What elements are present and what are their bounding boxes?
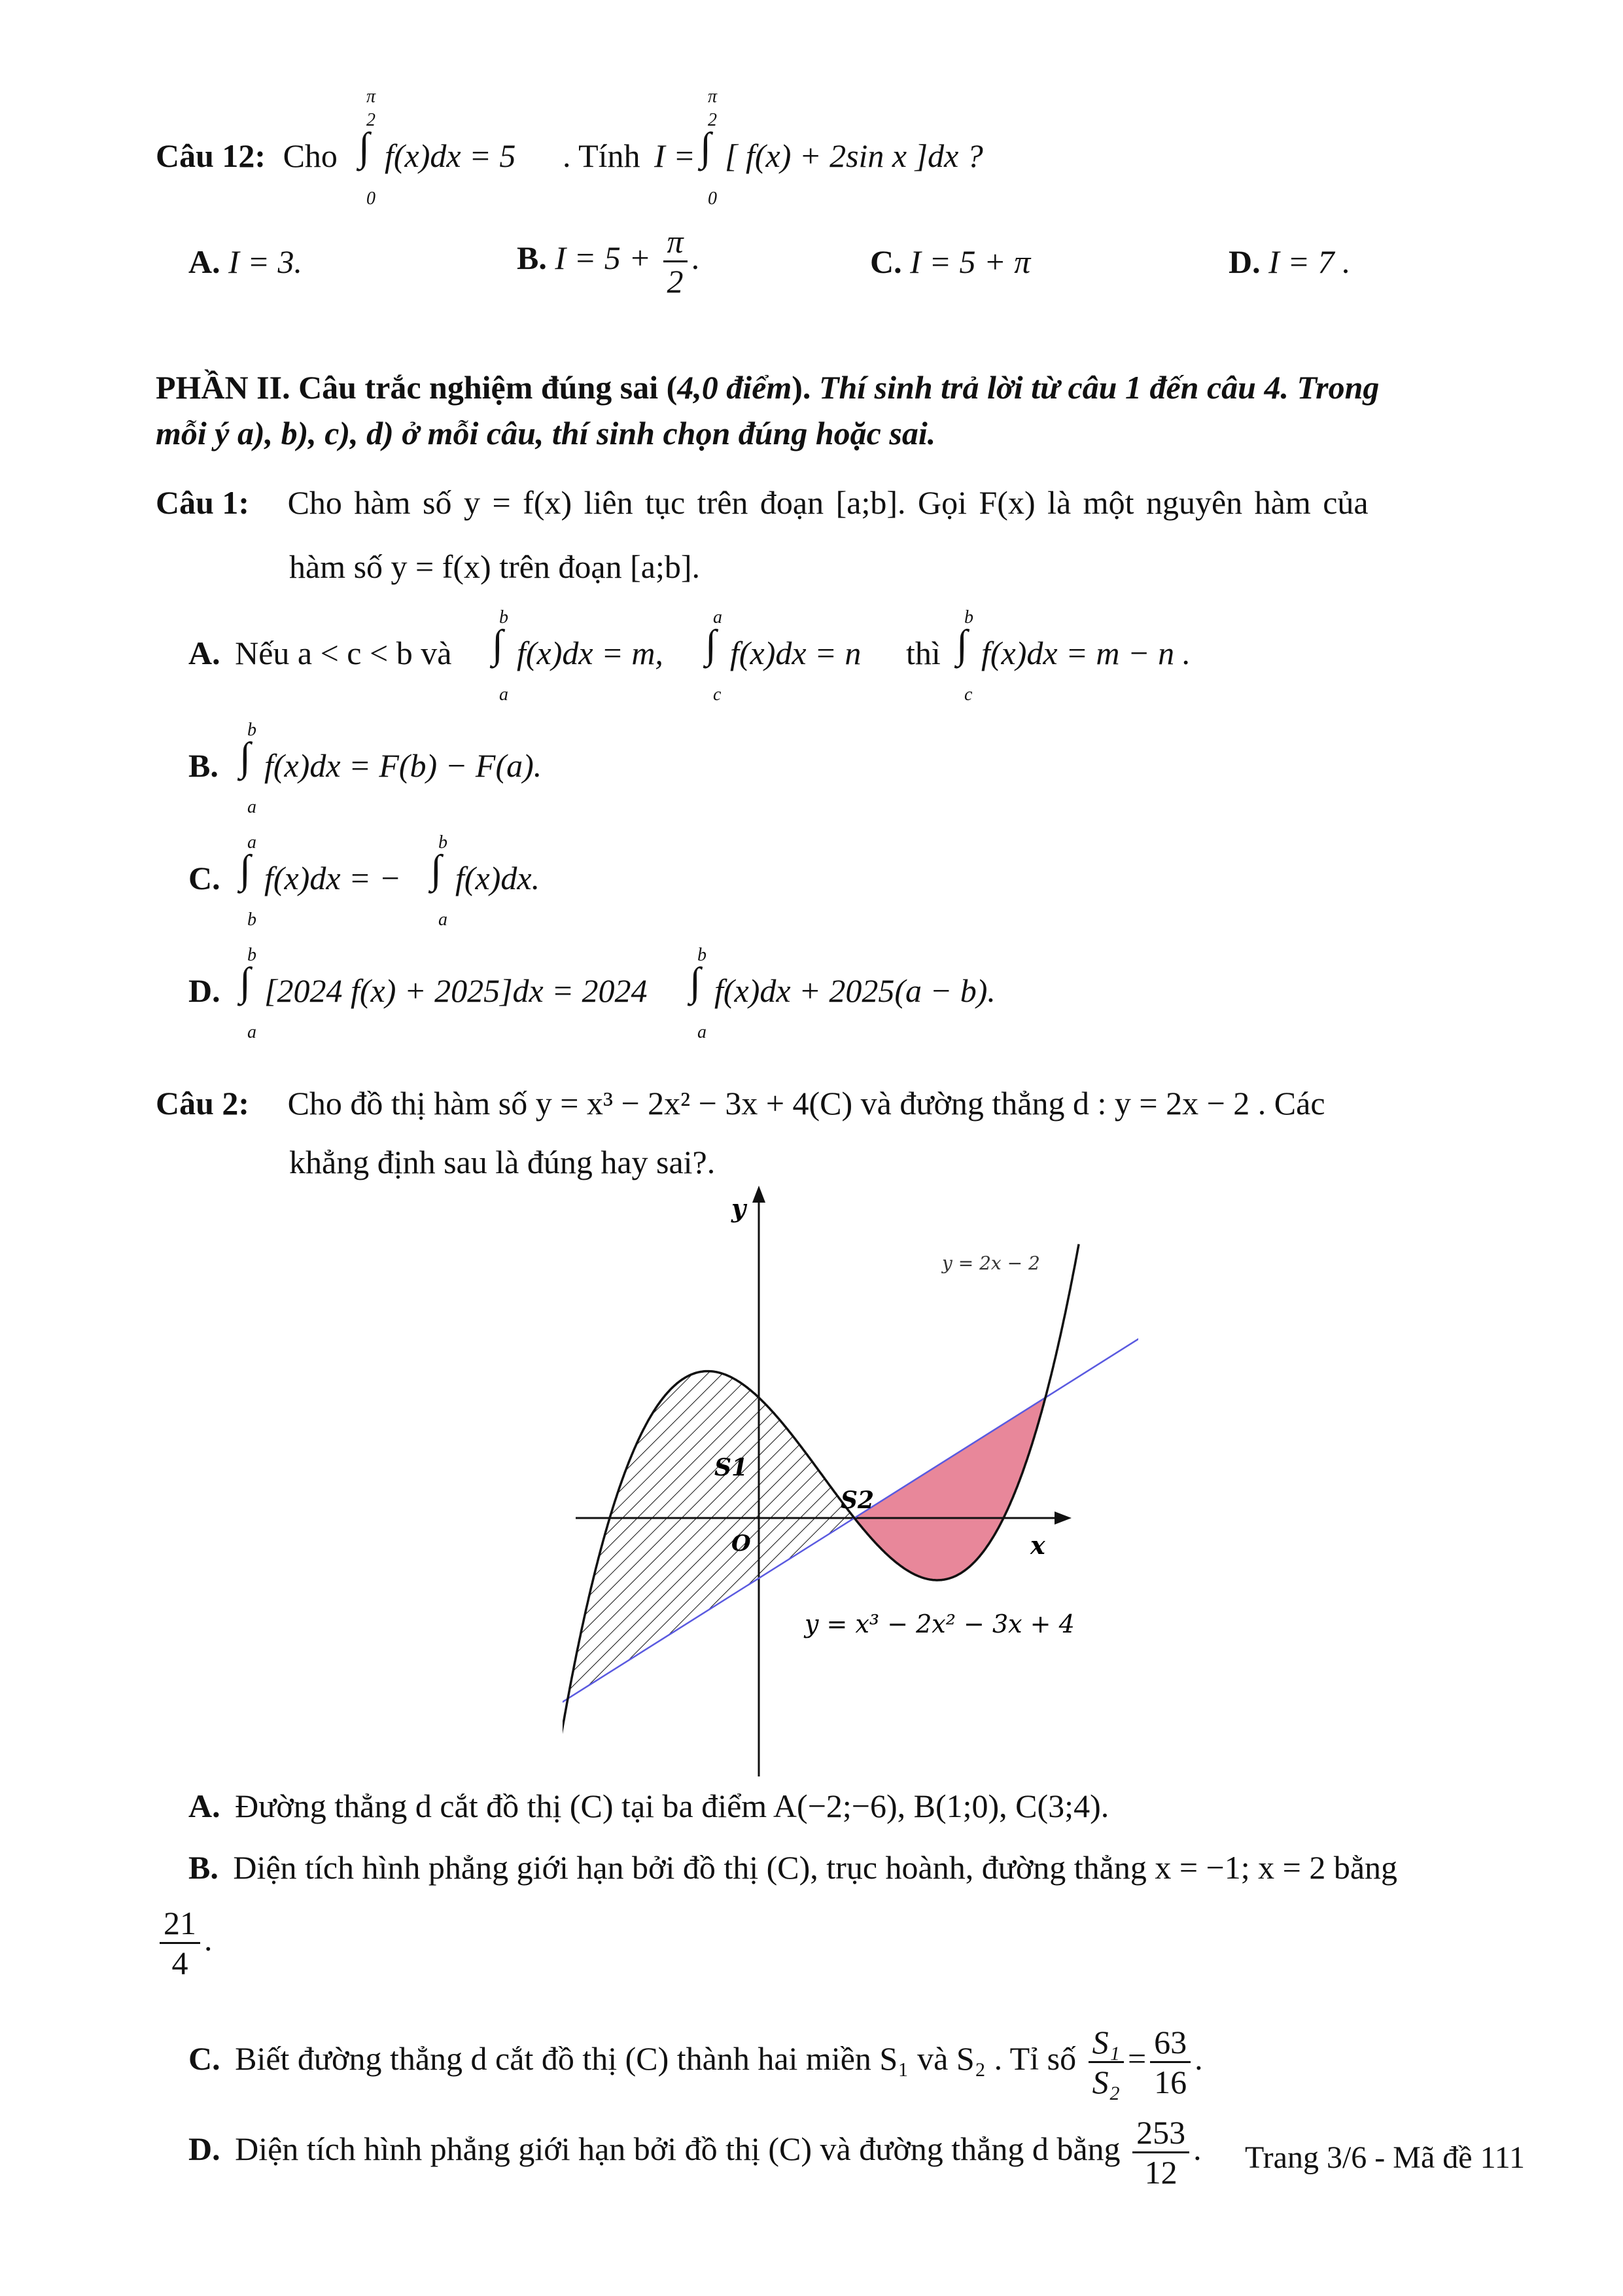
q2-option-c-text: Biết đường thẳng d cắt đồ thị (C) thành hai miền S₁ và S₂ . Tỉ số	[235, 2040, 1077, 2077]
q1-a-int3-up: b	[964, 607, 973, 627]
q1-a-int2-lo: c	[713, 684, 722, 705]
q2-line1	[156, 1084, 1325, 1123]
q12-int2-upper-den: 2	[708, 110, 717, 130]
part2-heading-points: 4,0 điểm	[677, 369, 792, 406]
part2-heading-bold: PHẦN II. Câu trắc nghiệm đúng sai (	[156, 369, 678, 406]
q1-c-int-sign: ∫	[239, 847, 251, 892]
q12-option-a[interactable]	[188, 242, 302, 281]
q12-int1-upper-den: 2	[366, 110, 375, 130]
q12-option-a-key: A.	[188, 243, 220, 280]
q1-d-int2-lo: a	[697, 1022, 707, 1042]
q1-option-d[interactable]	[188, 971, 220, 1010]
q1-b-int-up: b	[247, 720, 256, 740]
s2-label: S2	[841, 1487, 875, 1514]
q12-option-d-key: D.	[1229, 243, 1261, 280]
q1-a-int3-sign: ∫	[956, 622, 968, 667]
q12-option-b-key: B.	[517, 239, 547, 276]
q12-option-d-text: I = 7 .	[1268, 243, 1351, 280]
q12-option-b-frac-den: 2	[667, 263, 684, 300]
q12-option-c-text: I = 5 + π	[910, 243, 1031, 280]
part2-heading-close: ).	[792, 369, 811, 406]
q12-int2-upper-num: π	[708, 86, 718, 107]
q1-d-int-lo: a	[247, 1022, 256, 1042]
q1-option-a-key: A.	[188, 635, 220, 671]
q1-c-int2-lo: a	[438, 910, 447, 930]
q12-line	[156, 136, 338, 175]
curve-label: y = x³ − 2x² − 3x + 4	[805, 1610, 1075, 1638]
q1-line2: hàm số y = f(x) trên đoạn [a;b].	[289, 548, 701, 585]
q1-b-int-lo: a	[247, 797, 256, 817]
q2-option-c-frac	[1150, 2023, 1191, 2101]
q1-a-int2-body: f(x)dx = n	[730, 635, 862, 671]
q12-option-b-frac	[663, 222, 688, 300]
q12-integral-sign-1: ∫	[358, 125, 370, 169]
q12-label: Câu 12:	[156, 137, 266, 174]
q1-a-int1-up: b	[499, 607, 508, 627]
q1-c-body2: f(x)dx.	[455, 860, 540, 896]
q1-option-a-text: Nếu a < c < b và	[235, 635, 452, 671]
q2-option-c-frac-den: 16	[1154, 2064, 1187, 2100]
q1-d-int-sign: ∫	[239, 960, 251, 1004]
q1-option-b[interactable]	[188, 746, 218, 785]
part2-heading-line2: mỗi ý a), b), c), d) ở mỗi câu, thí sinh chọn đúng hoặc sai.	[156, 415, 936, 451]
q2-option-c[interactable]: C. Biết đường thẳng d cắt đồ thị (C) thành hai miền S₁ và S₂ . Tỉ số $\frac{\text{S₁}}{\text{S₂}}$ = $\frac{63}{16}$ .	[188, 2024, 1203, 2100]
q1-a-int2-up: a	[713, 607, 722, 627]
q1-d-int2-sign: ∫	[689, 960, 701, 1004]
q12-int1-lower: 0	[366, 188, 375, 209]
y-axis-label: y	[731, 1193, 746, 1223]
q12-option-a-text: I = 3.	[228, 243, 302, 280]
q2-option-b-key: B.	[188, 1849, 218, 1886]
q12-expr: I =	[654, 137, 695, 174]
q2-option-c-ratio	[1089, 2023, 1124, 2101]
q12-option-c-key: C.	[870, 243, 902, 280]
q1-a-int2-sign: ∫	[705, 622, 716, 667]
q1-d-body2: f(x)dx + 2025(a − b).	[714, 972, 996, 1009]
q2-label: Câu 2:	[156, 1085, 250, 1122]
q1-a-int1-sign: ∫	[492, 622, 503, 667]
q12-integrand: [ f(x) + 2sin x ]dx ?	[725, 137, 983, 174]
q2-option-c-ratio-den: S₂	[1092, 2064, 1120, 2100]
q2-option-b-frac-den: 4	[171, 1945, 188, 1981]
line-d-label: y = 2x − 2	[942, 1252, 1040, 1274]
q1-d-body: [2024 f(x) + 2025]dx = 2024	[264, 972, 648, 1009]
q2-text-line1: Cho đồ thị hàm số y = x³ − 2x² − 3x + 4(C) và đường thẳng d : y = 2x − 2 . Các	[287, 1085, 1325, 1122]
q1-c-int-lo: b	[247, 910, 256, 930]
q1-label: Câu 1:	[156, 484, 250, 521]
q1-line1	[156, 483, 1369, 522]
q1-option-a[interactable]	[188, 633, 451, 673]
q2-option-c-ratio-num: S₁	[1089, 2023, 1124, 2063]
y-axis-arrow-icon	[752, 1186, 765, 1203]
q1-b-body: f(x)dx = F(b) − F(a).	[264, 747, 542, 784]
q1-text-line1: Cho hàm số y = f(x) liên tục trên đoạn [a;b]. Gọi F(x) là một nguyên hàm của	[287, 484, 1369, 521]
q1-d-int2-up: b	[697, 945, 707, 965]
q1-option-c-key: C.	[188, 860, 220, 896]
q2-option-c-frac-num: 63	[1150, 2023, 1191, 2063]
q1-c-int2-up: b	[438, 832, 447, 853]
q12-cho: Cho	[283, 137, 338, 174]
q2-option-a[interactable]	[188, 1786, 1109, 1826]
q2-option-a-key: A.	[188, 1788, 220, 1824]
q2-option-d[interactable]: D. Diện tích hình phẳng giới hạn bởi đồ thị (C) và đường thẳng d bằng $\frac{253}{12}$ .	[188, 2114, 1202, 2191]
q12-int1-upper-num: π	[366, 86, 376, 107]
q1-c-body: f(x)dx = −	[264, 860, 402, 896]
q2-option-d-text: Diện tích hình phẳng giới hạn bởi đồ thị (C) và đường thẳng d bằng	[235, 2130, 1121, 2167]
origin-label: O	[731, 1530, 751, 1557]
q2-option-b[interactable]	[188, 1848, 1397, 1887]
q12-tinh: . Tính	[563, 137, 640, 174]
q1-a-int3-lo: c	[964, 684, 973, 705]
q1-a-int3-body: f(x)dx = m − n .	[981, 635, 1191, 671]
q2-option-d-frac-den: 12	[1144, 2154, 1178, 2191]
region-s1-hatch	[568, 1371, 854, 1699]
part2-heading	[156, 368, 1379, 407]
q12-integral-sign-2: ∫	[700, 125, 711, 169]
q2-option-c-eq: =	[1127, 2040, 1147, 2077]
q1-d-int-up: b	[247, 945, 256, 965]
q1-c-int-up: a	[247, 832, 256, 853]
q1-option-b-key: B.	[188, 747, 218, 784]
x-axis-arrow-icon	[1055, 1511, 1072, 1525]
q2-option-c-key: C.	[188, 2040, 220, 2077]
part2-heading-instructions: Thí sinh trả lời từ câu 1 đến câu 4. Trong	[811, 369, 1380, 406]
q2-option-d-frac	[1132, 2113, 1189, 2191]
q1-a-thi: thì	[906, 635, 941, 671]
x-axis-label: x	[1030, 1530, 1045, 1560]
q1-option-c[interactable]	[188, 858, 220, 898]
q2-option-b-text: Diện tích hình phẳng giới hạn bởi đồ thị (C), trục hoành, đường thẳng x = −1; x = 2 bằng	[233, 1849, 1398, 1886]
q2-line2: khẳng định sau là đúng hay sai?.	[289, 1144, 716, 1180]
q12-given: f(x)dx = 5	[385, 137, 516, 174]
q2-graph	[563, 1178, 1138, 1780]
q12-int2-lower: 0	[708, 188, 717, 209]
q12-option-b-post: .	[691, 239, 700, 276]
q12-option-b-frac-num: π	[663, 222, 688, 262]
q2-option-b-frac-num: 21	[160, 1904, 200, 1944]
q2-option-d-frac-num: 253	[1132, 2113, 1189, 2153]
q2-option-a-text: Đường thẳng d cắt đồ thị (C) tại ba điểm A(−2;−6), B(1;0), C(3;4).	[235, 1788, 1109, 1824]
page-footer: Trang 3/6 - Mã đề 111	[1245, 2140, 1525, 2175]
q2-option-b-frac-wrap: $\frac{21}{4}$ .	[156, 1904, 213, 1982]
q1-a-int1-body: f(x)dx = m,	[517, 635, 663, 671]
q1-a-int1-lo: a	[499, 684, 508, 705]
s1-label: S1	[714, 1454, 748, 1481]
q12-option-c[interactable]	[870, 242, 1030, 281]
q12-option-b[interactable]	[517, 222, 699, 300]
q12-option-b-text: I = 5 +	[555, 239, 651, 276]
q1-b-int-sign: ∫	[239, 735, 251, 779]
q1-c-int2-sign: ∫	[430, 847, 442, 892]
q2-option-d-key: D.	[188, 2130, 220, 2167]
q2-option-b-frac	[160, 1904, 200, 1982]
q12-option-d[interactable]	[1229, 242, 1351, 281]
q1-option-d-key: D.	[188, 972, 220, 1009]
